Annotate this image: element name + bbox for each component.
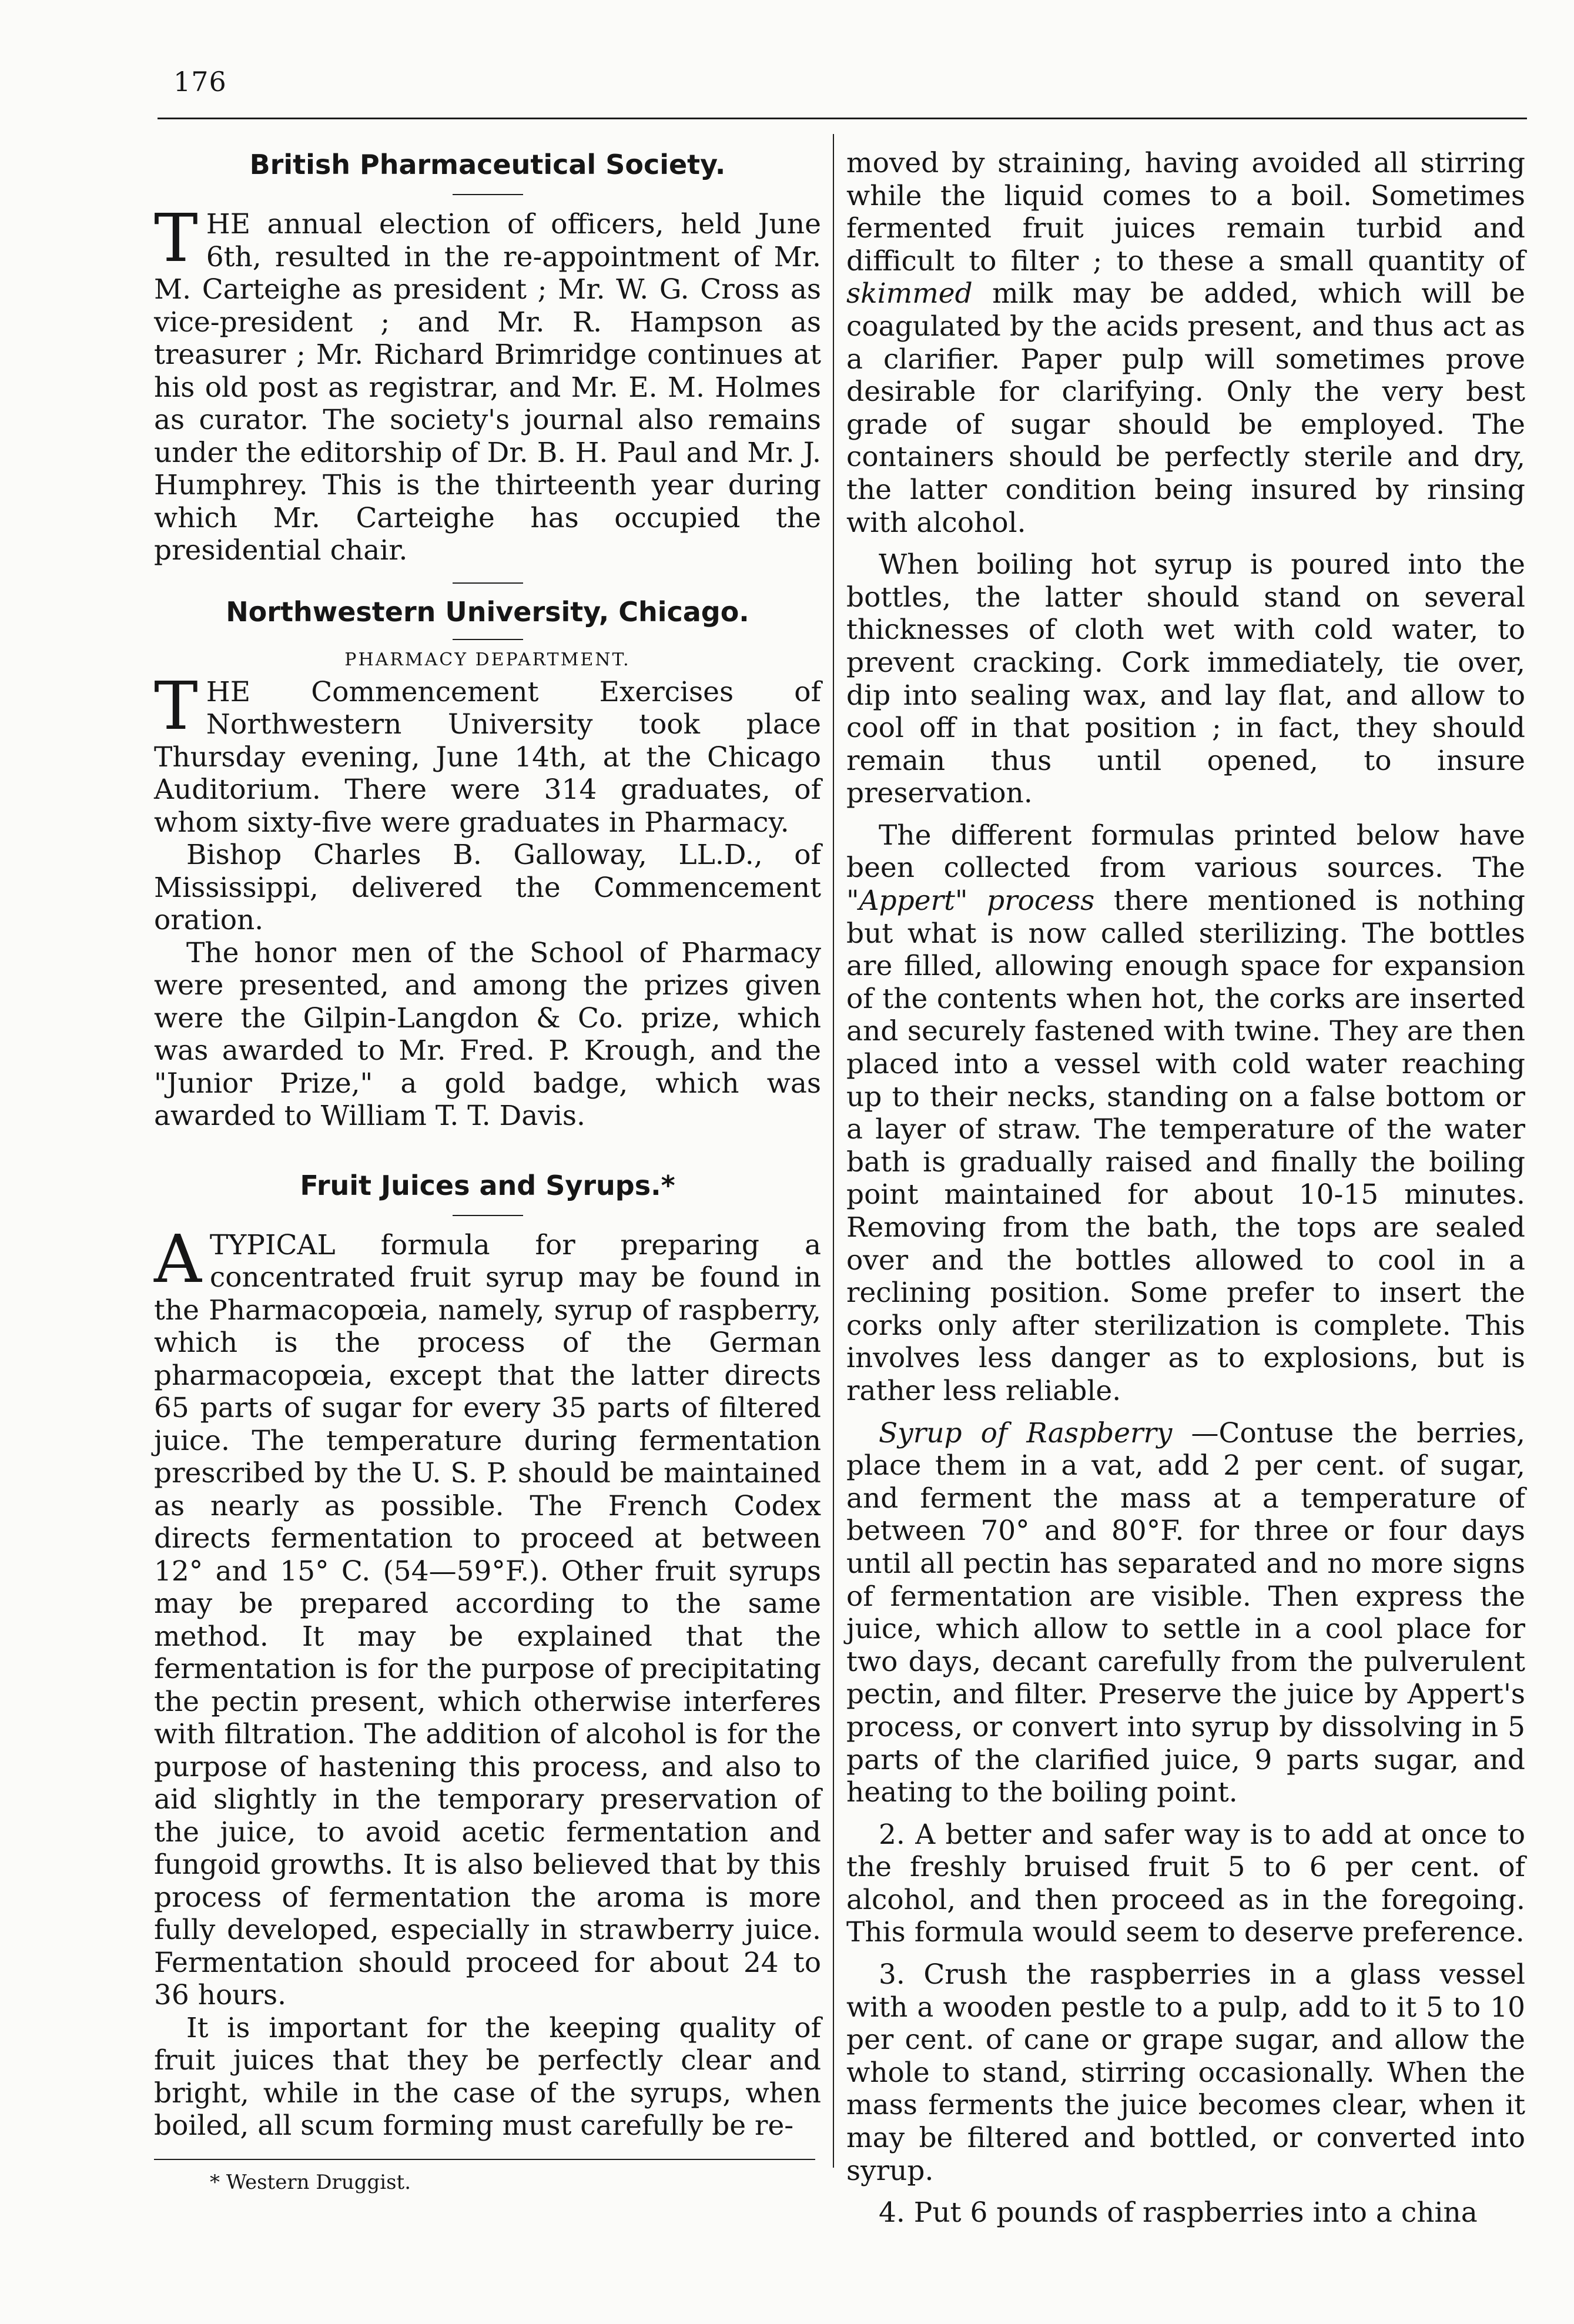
section-gap [154, 1133, 821, 1168]
right-column [846, 147, 1525, 2229]
article-paragraph [154, 668, 821, 839]
text-run: moved by straining, having avoided all stirring while the liquid comes to a boil. Sometimes fermented fruit juices remain turbid and difficult to filter ; to these a small quantity of [846, 147, 1525, 277]
article-paragraph [846, 1417, 1525, 1809]
text-run: The different formulas printed below have been collected from various sources. The [846, 819, 1525, 885]
section-title-british-pharmaceutical: British Pharmaceutical Society. [249, 149, 726, 180]
title-rule [453, 194, 523, 195]
title-rule [453, 1215, 523, 1216]
page-number: 176 [173, 66, 227, 98]
drop-cap: A [154, 1221, 202, 1298]
footnote: * Western Druggist. [210, 2170, 411, 2194]
article-paragraph: It is important for the keeping quality of fruit juices that they be perfectly clear and bright, while in the case of the syrups, when boiled, all scum forming must carefully be re- [154, 2011, 821, 2142]
drop-cap: T [154, 668, 198, 745]
section-title-northwestern: Northwestern University, Chicago. [226, 595, 749, 628]
department-subhead: PHARMACY DEPARTMENT. [344, 649, 631, 670]
footnote-rule [154, 2159, 815, 2160]
article-paragraph: The honor men of the School of Pharmacy were presented, and among the prizes given were the Gilpin-Langdon & Co. prize, which was awarded to Mr. Fred. P. Krough, and the "Junior Prize," a gold badge, which was awarded to William T. T. Davis. [154, 936, 821, 1132]
left-column [154, 147, 821, 2194]
paragraph-gap [846, 1408, 1525, 1417]
paragraph-gap [846, 2187, 1525, 2196]
article-paragraph [846, 819, 1525, 1408]
paragraph-gap [846, 1949, 1525, 1958]
italic-text: skimmed [846, 277, 973, 310]
article-paragraph: 4. Put 6 pounds of raspberries into a china [879, 2196, 1478, 2229]
article-paragraph: When boiling hot syrup is poured into the bottles, the latter should stand on several thicknesses of cloth wet with cold water, to prevent cracking. Cork immediately, tie over, dip into sealing wax, and lay flat, and allow to cool off in that position ; in fact, they should remain thus until opened, to insure preservation. [846, 548, 1525, 810]
section-rule [453, 582, 523, 584]
section-title-fruit-juices: Fruit Juices and Syrups.* [300, 1169, 675, 1201]
header-rule [158, 118, 1527, 119]
paragraph-text: HE Commencement Exercises of Northwestern University took place Thursday evening, June 14th, at the Chicago Auditorium. There were 314 graduates, of whom sixty-five were graduates in Pharmacy. [154, 675, 821, 839]
article-paragraph [154, 200, 821, 567]
paragraph-gap [846, 810, 1525, 819]
paragraph-gap [846, 1809, 1525, 1819]
text-run: milk may be added, which will be coagulated by the acids present, and thus act as a clarifier. Paper pulp will sometimes prove desirable for clarifying. Only the very best grade of sugar should be employed. The containers should be perfectly sterile and dry, the latter condition being insured by rinsing with alcohol. [846, 277, 1525, 539]
text-run: there mentioned is nothing but what is now called sterilizing. The bottles are filled, allowing enough space for expansion of the contents when hot, the corks are inserted and securely fastened with twine. They are then placed into a vessel with cold water reaching up to their necks, standing on a false bottom or a layer of straw. The temperature of the water bath is gradually raised and finally the boiling point maintained for about 10-15 minutes. Removing from the bath, the tops are sealed over and the bottles allowed to cool in a reclining position. Some prefer to insert the corks only after sterilization is complete. This involves less danger as to explosions, but is rather less reliable. [846, 885, 1525, 1407]
drop-cap: T [154, 200, 198, 277]
column-divider [833, 134, 834, 2168]
article-paragraph: 2. A better and safer way is to add at once to the freshly bruised fruit 5 to 6 per cent. of alcohol, and then proceed as in the foregoing. This formula would seem to deserve preference. [846, 1818, 1525, 1949]
text-run: —Contuse the berries, place them in a vat, add 2 per cent. of sugar, and ferment the mass at a temperature of between 70° and 80°F. for three or four days until all pectin has separated and no more signs of fermentation are visible. Then express the juice, which allow to settle in a cool place for two days, decant carefully from the pulverulent pectin, and filter. Preserve the juice by Appert's process, or convert into syrup by dissolving in 5 parts of the clarified juice, 9 parts sugar, and heating to the boiling point. [846, 1416, 1526, 1809]
article-paragraph [154, 1221, 821, 2012]
italic-text: Syrup of Raspberry [879, 1416, 1173, 1449]
paragraph-gap [846, 539, 1525, 548]
article-paragraph [846, 147, 1525, 539]
title-rule [453, 639, 523, 640]
article-paragraph: Bishop Charles B. Galloway, LL.D., of Mississippi, delivered the Commencement oration. [154, 839, 821, 936]
italic-text: "Appert" process [846, 885, 1095, 917]
article-paragraph: 3. Crush the raspberries in a glass vessel with a wooden pestle to a pulp, add to it 5 to 10 per cent. of cane or grape sugar, and allow the whole to stand, stirring occasionally. When the mass ferments the juice becomes clear, when it may be filtered and bottled, or converted into syrup. [846, 1958, 1525, 2187]
paragraph-text: HE annual election of officers, held June 6th, resulted in the re-appointment of Mr. M. Carteighe as president ; Mr. W. G. Cross as vice-president ; and Mr. R. Hampson as treasurer ; Mr. Richard Brimridge continues at his old post as registrar, and Mr. E. M. Holmes as curator. The society's journal also remains under the editorship of Dr. B. H. Paul and Mr. J. Humphrey. This is the thirteenth year during which Mr. Carteighe has occupied the presidential chair. [154, 208, 821, 567]
paragraph-text: TYPICAL formula for preparing a concentrated fruit syrup may be found in the Pharmacopœia, namely, syrup of raspberry, which is the process of the German pharmacopœia, except that the latter directs 65 parts of sugar for every 35 parts of filtered juice. The temperature during fermentation prescribed by the U. S. P. should be maintained as nearly as possible. The French Codex directs fermentation to proceed at between 12° and 15° C. (54—59°F.). Other fruit syrups may be prepared according to the same method. It may be explained that the fermentation is for the purpose of precipitating the pectin present, which otherwise interferes with filtration. The addition of alcohol is for the purpose of hastening this process, and also to aid slightly in the temporary preservation of the juice, to avoid acetic fermentation and fungoid growths. It is also believed that by this process of fermentation the aroma is more fully developed, especially in strawberry juice. Fermentation should proceed for about 24 to 36 hours. [154, 1228, 821, 2011]
